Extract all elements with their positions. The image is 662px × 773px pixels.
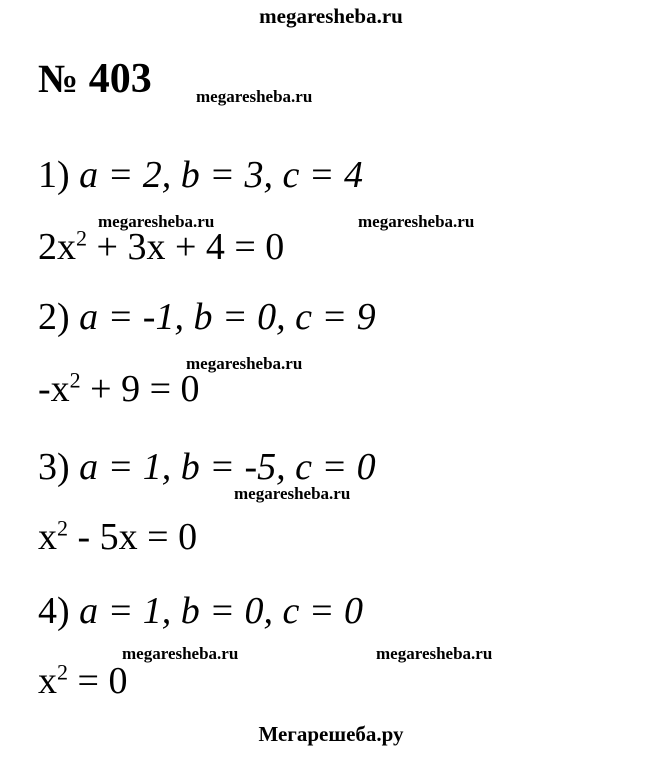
item-4-label: 4) xyxy=(38,590,70,632)
item-2-label: 2) xyxy=(38,296,70,338)
task-number-value: 403 xyxy=(88,56,152,102)
solution-item-1-coefficients xyxy=(38,156,363,194)
scattered-watermark-3: megaresheba.ru xyxy=(186,354,303,373)
item-1-equation-exponent: 2 xyxy=(76,225,88,251)
item-1-equation-prefix: 2x xyxy=(38,226,76,268)
bottom-watermark: Мегарешеба.ру xyxy=(258,722,404,746)
item-4-equation-exponent: 2 xyxy=(57,659,69,685)
item-2-equation-suffix: + 9 = 0 xyxy=(80,368,200,410)
number-sign: № xyxy=(38,56,79,101)
scattered-watermark-4: megaresheba.ru xyxy=(234,484,351,503)
item-2-coefficients-text: a = -1, b = 0, c = 9 xyxy=(79,296,376,338)
item-3-label: 3) xyxy=(38,446,70,488)
item-3-equation-prefix: x xyxy=(38,516,57,558)
item-3-equation-exponent: 2 xyxy=(57,515,69,541)
scattered-watermark-6: megaresheba.ru xyxy=(376,644,493,663)
inline-watermark-title: megaresheba.ru xyxy=(196,87,313,106)
item-3-equation-suffix: - 5x = 0 xyxy=(68,516,198,558)
scattered-watermark-2: megaresheba.ru xyxy=(358,212,475,231)
solution-item-2-coefficients xyxy=(38,298,376,336)
item-1-label: 1) xyxy=(38,154,70,196)
solution-item-4-coefficients xyxy=(38,592,363,630)
solution-item-1-equation xyxy=(38,225,285,268)
item-3-coefficients-text: a = 1, b = -5, c = 0 xyxy=(79,446,376,488)
item-1-coefficients-text: a = 2, b = 3, c = 4 xyxy=(79,154,363,196)
item-1-equation-suffix: + 3x + 4 = 0 xyxy=(87,226,285,268)
scattered-watermark-1: megaresheba.ru xyxy=(98,212,215,231)
solution-item-3-equation xyxy=(38,515,198,558)
solution-item-3-coefficients xyxy=(38,448,376,486)
solution-item-2-equation xyxy=(38,367,200,410)
page-title xyxy=(38,58,152,100)
item-4-equation-suffix: = 0 xyxy=(68,660,128,702)
item-2-equation-exponent: 2 xyxy=(69,367,81,393)
scattered-watermark-5: megaresheba.ru xyxy=(122,644,239,663)
solution-item-4-equation xyxy=(38,659,128,702)
item-2-equation-prefix: -x xyxy=(38,368,70,410)
top-watermark: megaresheba.ru xyxy=(259,4,403,28)
item-4-equation-prefix: x xyxy=(38,660,57,702)
item-4-coefficients-text: a = 1, b = 0, c = 0 xyxy=(79,590,363,632)
